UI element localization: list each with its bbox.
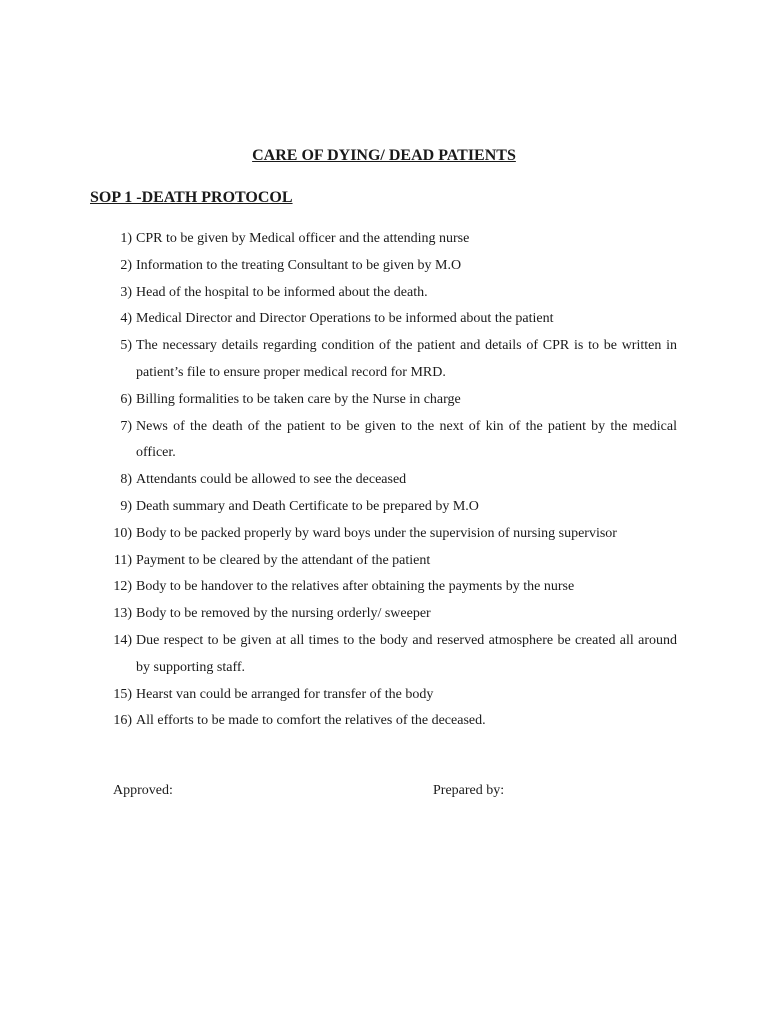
item-number: 5) bbox=[120, 338, 132, 354]
item-text: Body to be packed properly by ward boys under the supervision of nursing supervisor bbox=[136, 525, 617, 541]
item-text: Payment to be cleared by the attendant of the patient bbox=[136, 552, 431, 568]
item-text: Body to be handover to the relatives after obtaining the payments by the nurse bbox=[136, 579, 575, 595]
item-number: 9) bbox=[120, 498, 132, 514]
item-text: Information to the treating Consultant to be given by M.O bbox=[136, 257, 462, 273]
item-number: 15) bbox=[113, 686, 132, 702]
item-number: 6) bbox=[120, 391, 132, 407]
item-number: 1) bbox=[120, 231, 132, 246]
item-number: 11) bbox=[113, 552, 132, 568]
item-text: CPR to be given by Medical officer and the attending nurse bbox=[136, 231, 470, 246]
item-text: The necessary details regarding condition of the patient and details of CPR is to be written in patient’s file to ensure proper medical record for MRD. bbox=[136, 338, 677, 380]
item-number: 14) bbox=[113, 632, 132, 648]
item-number: 4) bbox=[120, 311, 132, 327]
item-text: Billing formalities to be taken care by the Nurse in charge bbox=[136, 391, 461, 407]
list-item bbox=[90, 521, 677, 548]
list-item bbox=[90, 628, 677, 682]
section-heading: SOP 1 -DEATH PROTOCOL bbox=[90, 189, 293, 206]
item-text: Due respect to be given at all times to the body and reserved atmosphere be created all around by supporting staff. bbox=[136, 632, 677, 675]
item-number: 16) bbox=[113, 713, 132, 729]
list-item bbox=[90, 708, 677, 735]
list-item bbox=[90, 333, 677, 387]
list-item bbox=[90, 682, 677, 709]
list-item bbox=[90, 280, 677, 307]
item-text: Medical Director and Director Operations to be informed about the patient bbox=[136, 311, 554, 327]
approved-label: Approved: bbox=[113, 783, 173, 798]
item-text: Body to be removed by the nursing orderly/ sweeper bbox=[136, 606, 431, 622]
list-item bbox=[90, 574, 677, 601]
item-text: Hearst van could be arranged for transfer of the body bbox=[136, 686, 434, 702]
item-number: 2) bbox=[120, 257, 132, 273]
list-item bbox=[90, 387, 677, 414]
list-item bbox=[90, 601, 677, 628]
list-item bbox=[90, 414, 677, 468]
item-text: All efforts to be made to comfort the relatives of the deceased. bbox=[136, 713, 486, 729]
document-title: CARE OF DYING/ DEAD PATIENTS bbox=[252, 147, 516, 164]
list-item bbox=[90, 226, 677, 253]
item-number: 13) bbox=[113, 606, 132, 622]
item-number: 10) bbox=[113, 525, 132, 541]
list-item bbox=[90, 253, 677, 280]
item-text: Attendants could be allowed to see the deceased bbox=[136, 472, 407, 488]
item-text: Death summary and Death Certificate to be prepared by M.O bbox=[136, 498, 479, 514]
list-item bbox=[90, 306, 677, 333]
list-item bbox=[90, 494, 677, 521]
list-item bbox=[90, 548, 677, 575]
item-number: 8) bbox=[120, 472, 132, 488]
item-number: 3) bbox=[120, 284, 132, 300]
item-text: Head of the hospital to be informed about the death. bbox=[136, 284, 428, 300]
item-number: 7) bbox=[120, 418, 132, 434]
protocol-list bbox=[90, 226, 677, 735]
item-number: 12) bbox=[113, 579, 132, 595]
item-text: News of the death of the patient to be given to the next of kin of the patient by the medical officer. bbox=[136, 418, 677, 461]
list-item bbox=[90, 467, 677, 494]
prepared-by-label: Prepared by: bbox=[433, 783, 505, 798]
